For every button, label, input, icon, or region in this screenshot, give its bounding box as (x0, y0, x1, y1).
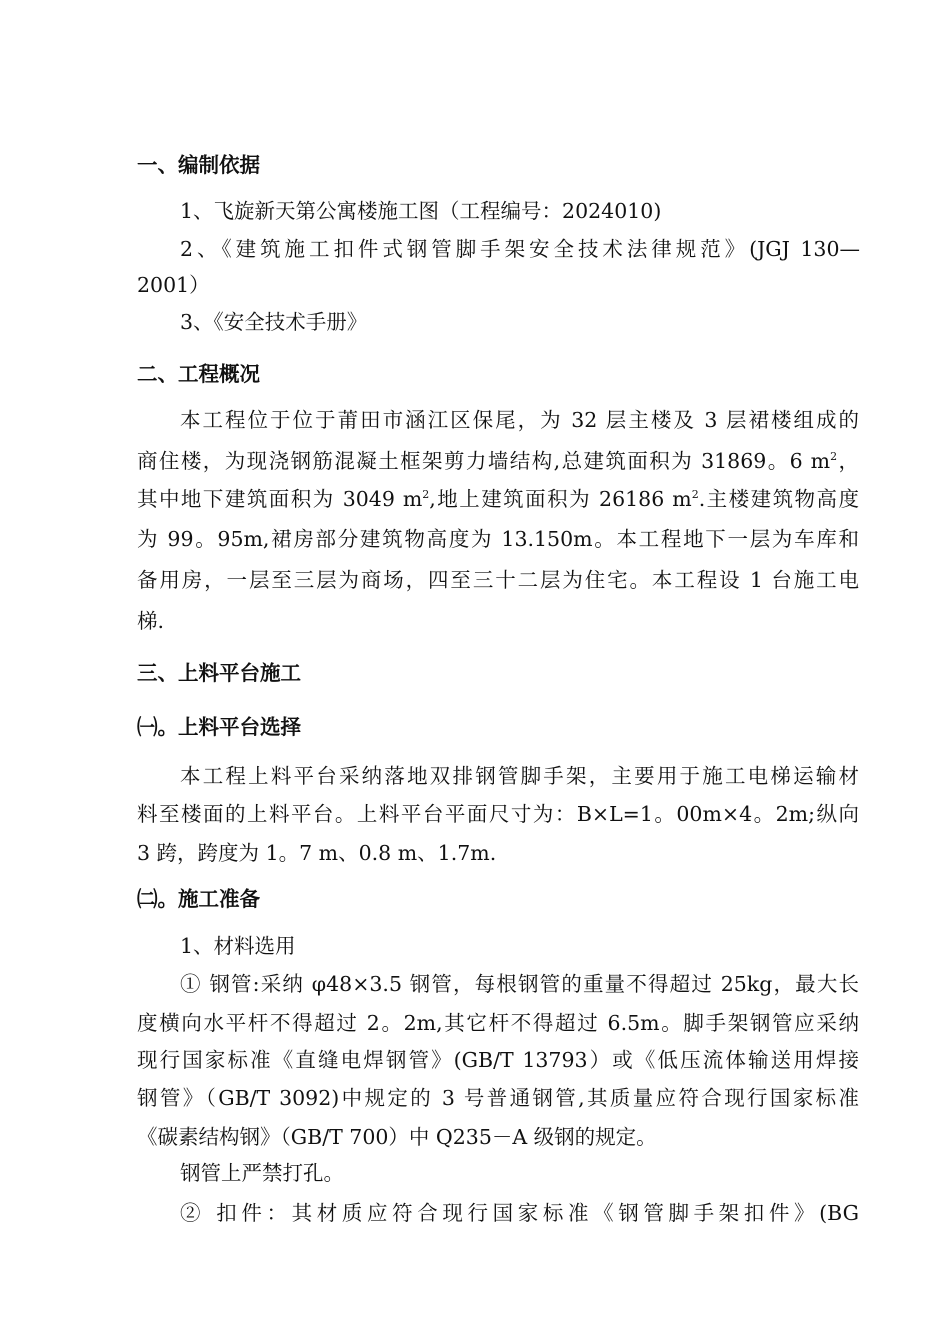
section-heading-platform: 三、上料平台施工 (137, 661, 301, 685)
basis-item-3: 3、《安全技术手册》 (180, 310, 368, 334)
basis-item-1: 1、飞旋新天第公寓楼施工图（工程编号：2024010) (180, 199, 662, 223)
preparation-item-1: 1、材料选用 (180, 934, 296, 958)
overview-line-2 (137, 446, 859, 476)
platform-line-3: 3 跨，跨度为 1。7 m、0.8 m、1.7m. (137, 841, 497, 865)
overview-line-5: 备用房，一层至三层为商场，四至三十二层为住宅。本工程设 1 台施工电 (137, 568, 859, 592)
basis-item-2-line-2: 2001） (137, 273, 210, 297)
platform-line-1: 本工程上料平台采纳落地双排钢管脚手架，主要用于施工电梯运输材 (180, 764, 859, 788)
overview-line-2-text: 商住楼，为现浇钢筋混凝土框架剪力墙结构,总建筑面积为 31869。6 m (137, 449, 831, 473)
superscript-2: 2 (691, 488, 699, 502)
steel-pipe-line-4: 钢管》（GB/T 3092)中规定的 3 号普通钢管,其质量应符合现行国家标准 (137, 1086, 859, 1110)
overview-line-3-text-a: 其中地下建筑面积为 3049 m (137, 487, 423, 511)
superscript-2: 2 (830, 450, 838, 464)
platform-line-2: 料至楼面的上料平台。上料平台平面尺寸为：B×L=1。00m×4。2m;纵向 (137, 802, 859, 826)
overview-line-1: 本工程位于位于莆田市涵江区保尾，为 32 层主楼及 3 层裙楼组成的 (180, 408, 859, 432)
subsection-heading-platform-selection: ㈠。上料平台选择 (137, 715, 301, 739)
subsection-heading-preparation: ㈡。施工准备 (137, 887, 260, 911)
steel-pipe-line-2: 度横向水平杆不得超过 2。2m,其它杆不得超过 6.5m。脚手架钢管应采纳 (137, 1011, 859, 1035)
overview-line-4: 为 99。95m,裙房部分建筑物高度为 13.150m。本工程地下一层为车库和 (137, 527, 859, 551)
steel-pipe-line-3: 现行国家标准《直缝电焊钢管》(GB/T 13793）或《低压流体输送用焊接 (137, 1048, 859, 1072)
overview-line-3-text-b: ,地上建筑面积为 26186 m (429, 487, 692, 511)
overview-line-6: 梯. (137, 609, 165, 633)
section-heading-overview: 二、工程概况 (137, 362, 260, 386)
section-heading-basis: 一、编制依据 (137, 153, 260, 177)
steel-pipe-line-1: ① 钢管:采纳 φ48×3.5 钢管，每根钢管的重量不得超过 25kg，最大长 (180, 972, 859, 996)
steel-pipe-line-6: 钢管上严禁打孔。 (180, 1161, 344, 1185)
overview-line-3 (137, 484, 859, 514)
basis-item-2-line-1: 2、《建筑施工扣件式钢管脚手架安全技术法律规范》(JGJ 130— (180, 237, 860, 261)
overview-line-3-text-c: .主楼建筑物高度 (698, 487, 859, 511)
coupler-line-1: ② 扣件：其材质应符合现行国家标准《钢管脚手架扣件》(BG (180, 1201, 859, 1225)
overview-line-2-end: ， (837, 449, 860, 473)
superscript-2: 2 (422, 488, 430, 502)
steel-pipe-line-5: 《碳素结构钢》（GB/T 700）中 Q235－A 级钢的规定。 (137, 1125, 657, 1149)
